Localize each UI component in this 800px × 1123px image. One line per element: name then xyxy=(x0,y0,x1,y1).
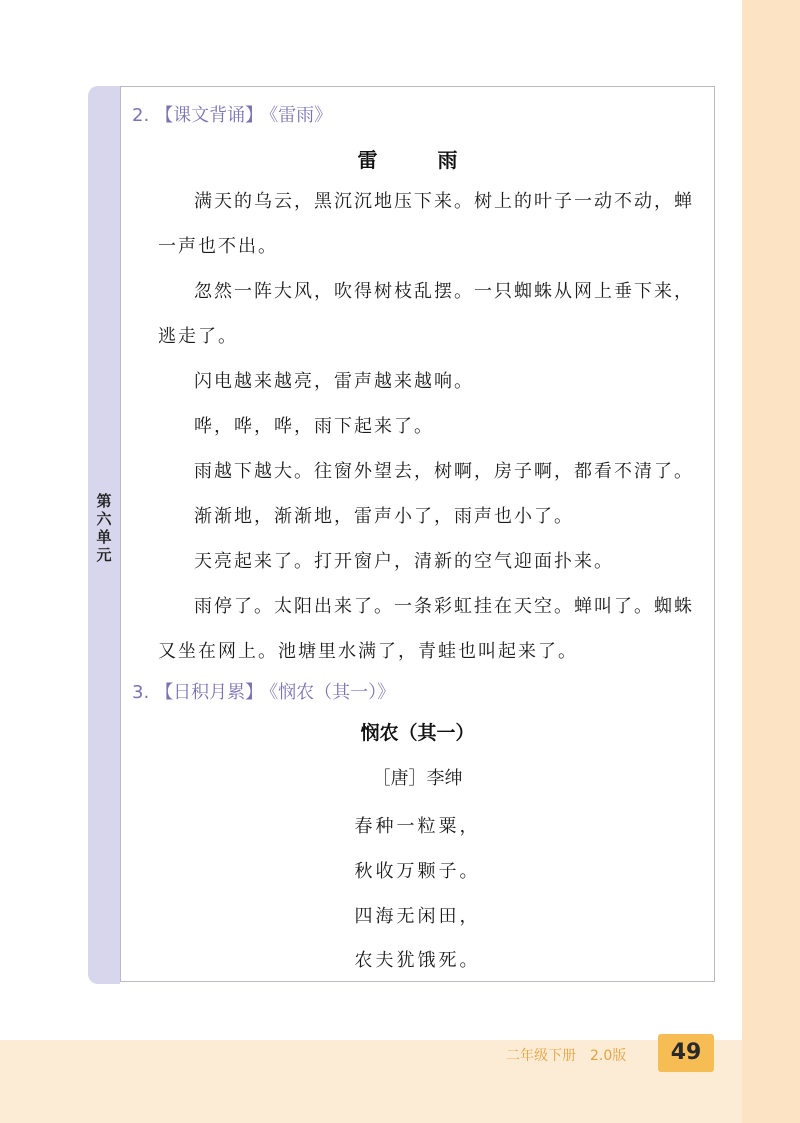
paragraph-6: 渐渐地，渐渐地，雷声小了，雨声也小了。 xyxy=(194,506,574,527)
section-3-number: 3. xyxy=(132,682,150,703)
page-number: 49 xyxy=(658,1034,714,1072)
poem-line-4: 农夫犹饿死。 xyxy=(354,950,481,971)
section-2-header xyxy=(132,101,338,127)
section-3-work: 《悯农（其一）》 xyxy=(269,682,396,703)
paragraph-7: 天亮起来了。打开窗户，清新的空气迎面扑来。 xyxy=(194,551,614,572)
page-edge xyxy=(742,0,800,1123)
poem-line-3: 四海无闲田， xyxy=(354,906,481,927)
book-edition-label: 二年级下册 2.0版 xyxy=(506,1048,627,1064)
paragraph-3: 闪电越来越亮，雷声越来越响。 xyxy=(194,371,474,392)
poem-line-1: 春种一粒粟， xyxy=(354,816,481,837)
section-2-number: 2. xyxy=(132,105,150,126)
page-bottom xyxy=(0,1040,742,1123)
paragraph-8: 雨停了。太阳出来了。一条彩虹挂在天空。蝉叫了。蜘蛛又坐在网上。池塘里水满了，青蛙也叫起来了。 xyxy=(158,596,694,662)
section-3-header xyxy=(132,678,401,704)
paragraph-2: 忽然一阵大风，吹得树枝乱摆。一只蜘蛛从网上垂下来，逃走了。 xyxy=(158,281,694,347)
paragraph-5: 雨越下越大。往窗外望去，树啊，房子啊，都看不清了。 xyxy=(194,461,694,482)
lesson-title: 雷 雨 xyxy=(357,148,478,172)
section-2-category: 【课文背诵】 xyxy=(155,105,264,126)
unit-label: 第六单元 xyxy=(96,492,112,564)
paragraph-1: 满天的乌云，黑沉沉地压下来。树上的叶子一动不动，蝉一声也不出。 xyxy=(158,191,694,257)
poem-title: 悯农（其一） xyxy=(360,722,475,744)
section-2-work: 《雷雨》 xyxy=(269,105,333,126)
paragraph-4: 哗，哗，哗，雨下起来了。 xyxy=(194,416,434,437)
section-3-category: 【日积月累】 xyxy=(155,682,264,703)
poem-line-2: 秋收万颗子。 xyxy=(354,861,481,882)
poem-author: ［唐］李绅 xyxy=(372,768,463,789)
